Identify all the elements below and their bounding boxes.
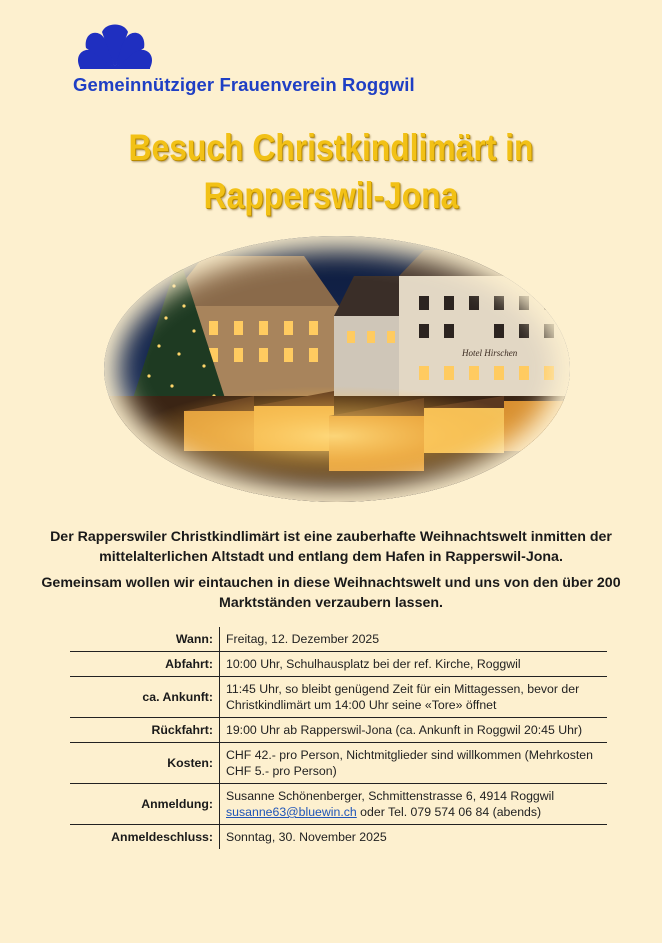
intro-paragraph-2: Gemeinsam wollen wir eintauchen in diese Weihnachtswelt und uns von den über 200 Marktständen verzaubern lassen. xyxy=(41,575,621,611)
page-title xyxy=(46,124,615,220)
table-row xyxy=(70,718,607,743)
kosten-value: CHF 42.- pro Person, Nichtmitglieder sind willkommen (Mehrkosten CHF 5.- pro Person) xyxy=(226,748,593,778)
rueckfahrt-value: 19:00 Uhr ab Rapperswil-Jona (ca. Ankunft in Roggwil 20:45 Uhr) xyxy=(226,723,583,737)
rueckfahrt-label: Rückfahrt: xyxy=(70,718,220,743)
table-row xyxy=(70,825,607,850)
title-line-2: Rapperswil-Jona xyxy=(203,175,459,216)
table-row xyxy=(70,652,607,677)
anmeldeschluss-label: Anmeldeschluss: xyxy=(70,825,220,850)
table-row xyxy=(70,627,607,652)
wann-label: Wann: xyxy=(70,627,220,652)
table-row xyxy=(70,743,607,784)
christmas-market-photo xyxy=(104,236,570,502)
anmeldung-value xyxy=(220,784,608,825)
table-row xyxy=(70,677,607,718)
email-link[interactable]: susanne63@bluewin.ch xyxy=(226,805,357,819)
table-row xyxy=(70,784,607,825)
abfahrt-value: 10:00 Uhr, Schulhausplatz bei der ref. Kirche, Roggwil xyxy=(226,657,521,671)
wann-value: Freitag, 12. Dezember 2025 xyxy=(226,632,380,646)
hotel-sign: Hotel Hirschen xyxy=(462,348,518,358)
anmeldung-address: Susanne Schönenberger, Schmittenstrasse 6, 4914 Roggwil xyxy=(226,789,555,803)
ankunft-label: ca. Ankunft: xyxy=(70,677,220,718)
abfahrt-label: Abfahrt: xyxy=(70,652,220,677)
anmeldeschluss-value: Sonntag, 30. November 2025 xyxy=(226,830,387,844)
anmeldung-phone: oder Tel. 079 574 06 84 (abends) xyxy=(356,805,542,819)
intro-paragraph-1: Der Rapperswiler Christkindlimärt ist eine zauberhafte Weihnachtswelt inmitten der mittelalterlichen Altstadt und entlang dem Hafen in Rapperswil-Jona. xyxy=(50,529,612,565)
organization-name: Gemeinnütziger Frauenverein Roggwil xyxy=(73,74,415,95)
title-line-1: Besuch Christkindlimärt in xyxy=(128,127,534,168)
anmeldung-label: Anmeldung: xyxy=(70,784,220,825)
fan-logo-icon xyxy=(72,22,158,70)
kosten-label: Kosten: xyxy=(70,743,220,784)
ankunft-value: 11:45 Uhr, so bleibt genügend Zeit für ein Mittagessen, bevor der Christkindlimärt um 14:00 Uhr seine «Tore» öffnet xyxy=(226,682,580,712)
event-details-table xyxy=(70,627,607,849)
